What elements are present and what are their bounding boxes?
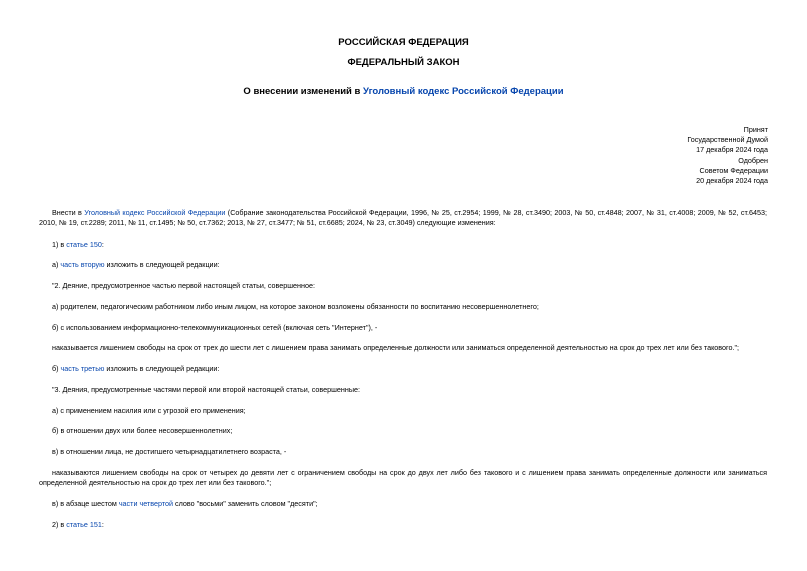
item-1 — [39, 240, 767, 250]
part-two-link[interactable]: часть вторую — [60, 260, 105, 269]
article-150-link[interactable]: статье 150 — [66, 240, 102, 249]
approved-date: 20 декабря 2024 года — [696, 176, 768, 186]
item-1b — [39, 364, 767, 374]
accepted-date: 17 декабря 2024 года — [696, 145, 768, 155]
part-3-subitem-a: а) с применением насилия или с угрозой его применения; — [52, 406, 246, 415]
intro-text: (Собрание законодательства Российской Федерации, 1996, № 25, ст.2954; 1999, № 28, ст.3490; 2003, № 50, ст.4848; 2007, № 31, ст.4008; 2009, № 52, ст.6453; 2010, № 19, ст.2289; 2011, № 11, ст.1495; № 50, ст.7362; 2013, № 27, ст.3477; № 51, ст.6685; 2024, № 23, ст.3049) следующие изменения: — [39, 208, 767, 228]
intro-paragraph — [39, 208, 767, 229]
part-2-penalty: наказывается лишением свободы на срок от трех до шести лет с лишением права занимать определенные должности или заниматься определенной деятельностью на срок до трех лет или без такового."; — [52, 343, 740, 352]
item-1b-suffix: изложить в следующей редакции: — [104, 364, 220, 373]
item-2 — [39, 520, 767, 530]
part-3-penalty: наказываются лишением свободы на срок от четырех до девяти лет с ограничением свободы на срок до двух лет либо без такового и с лишением права занимать определенные должности или заниматься определенной деятельностью на срок до трех лет или без такового."; — [39, 468, 767, 488]
item-1c-prefix: в) в абзаце шестом — [52, 499, 119, 508]
item-1c-suffix: слово "восьми" заменить словом "десяти"; — [173, 499, 318, 508]
country-heading: РОССИЙСКАЯ ФЕДЕРАЦИЯ — [338, 37, 469, 48]
accepted-label: Принят — [743, 125, 768, 134]
accepted-by: Государственной Думой — [687, 135, 768, 145]
law-type-heading: ФЕДЕРАЛЬНЫЙ ЗАКОН — [347, 57, 460, 68]
item-2-prefix: 2) в — [52, 520, 67, 529]
item-1c — [39, 499, 767, 509]
intro-prefix: Внести в — [52, 208, 85, 217]
part-3-subitem-c: в) в отношении лица, не достигшего четырнадцатилетнего возраста, - — [52, 447, 287, 456]
part-2-subitem-b: б) с использованием информационно-телекоммуникационных сетей (включая сеть "Интернет"), - — [52, 323, 378, 332]
criminal-code-link-2[interactable]: Уголовный кодекс Российской Федерации — [84, 208, 226, 217]
part-3-text: "3. Деяния, предусмотренные частями первой или второй настоящей статьи, совершенные: — [52, 385, 361, 394]
law-title-prefix: О внесении изменений в — [243, 86, 364, 97]
item-1a — [39, 260, 767, 270]
part-3-subitem-b: б) в отношении двух или более несовершеннолетних; — [52, 426, 233, 435]
law-title — [0, 86, 807, 97]
item-1a-suffix: изложить в следующей редакции: — [104, 260, 220, 269]
item-2-suffix: : — [101, 520, 104, 529]
criminal-code-link[interactable]: Уголовный кодекс Российской Федерации — [363, 86, 564, 97]
part-2-text: "2. Деяние, предусмотренное частью первой настоящей статьи, совершенное: — [52, 281, 315, 290]
item-1-prefix: 1) в — [52, 240, 67, 249]
item-1-suffix: : — [101, 240, 104, 249]
acceptance-block — [687, 125, 768, 186]
item-1a-prefix: а) — [52, 260, 61, 269]
approved-by: Советом Федерации — [699, 165, 768, 175]
part-2-subitem-a: а) родителем, педагогическим работником либо иным лицом, на которое законом возложены обязанности по воспитанию несовершеннолетнего; — [52, 302, 539, 311]
part-three-link[interactable]: часть третью — [60, 364, 105, 373]
part-four-link[interactable]: части четвертой — [118, 499, 174, 508]
article-151-link[interactable]: статье 151 — [66, 520, 102, 529]
item-1b-prefix: б) — [52, 364, 61, 373]
approved-label: Одобрен — [738, 155, 768, 165]
